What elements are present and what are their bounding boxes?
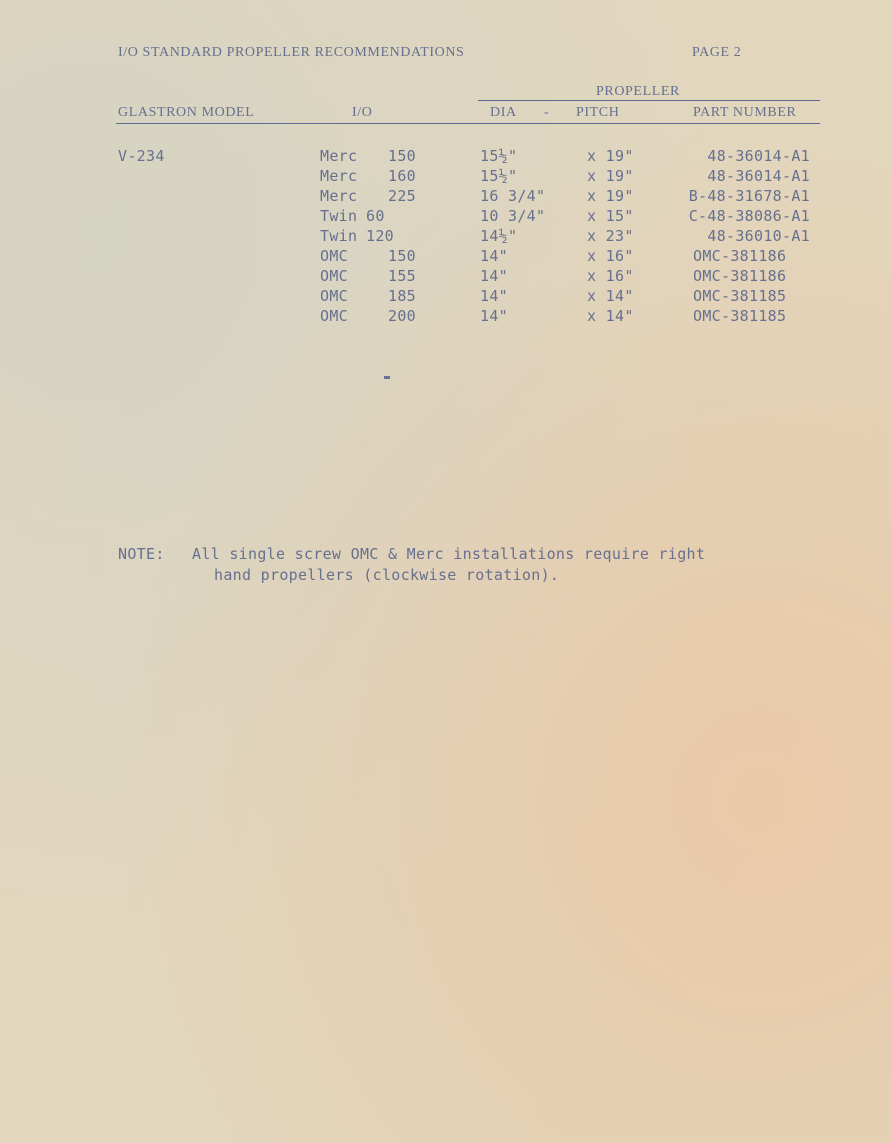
column-header-part: PART NUMBER — [693, 105, 797, 120]
pitch-value: x 14" — [587, 287, 634, 305]
io-hp: 155 — [388, 267, 416, 285]
note-line-1: All single screw OMC & Merc installations require right — [192, 545, 706, 563]
part-number: 48-36010-A1 — [707, 227, 810, 245]
column-header-model: GLASTRON MODEL — [118, 105, 255, 120]
io-brand: OMC — [320, 247, 348, 265]
dia-value: 14" — [480, 307, 508, 325]
io-hp: 60 — [366, 207, 385, 225]
pitch-value: x 19" — [587, 167, 634, 185]
io-hp: 150 — [388, 247, 416, 265]
dia-value: 14" — [480, 267, 508, 285]
pitch-value: x 14" — [587, 307, 634, 325]
dia-value: 14" — [480, 247, 508, 265]
pitch-value: x 23" — [587, 227, 634, 245]
part-number: B-48-31678-A1 — [688, 187, 810, 205]
io-brand: Twin — [320, 227, 358, 245]
propeller-group-rule — [478, 100, 820, 101]
dia-value: 10 3/4" — [480, 207, 546, 225]
io-hp: 160 — [388, 167, 416, 185]
glastron-model-value: V-234 — [118, 147, 165, 165]
io-hp: 200 — [388, 307, 416, 325]
header-rule — [116, 123, 820, 124]
io-hp: 120 — [366, 227, 394, 245]
ink-speck — [384, 376, 390, 379]
part-number: OMC-381185 — [693, 287, 787, 305]
propeller-group-header: PROPELLER — [596, 84, 680, 99]
pitch-value: x 15" — [587, 207, 634, 225]
document-title: I/O STANDARD PROPELLER RECOMMENDATIONS — [118, 45, 465, 60]
io-brand: Merc — [320, 187, 358, 205]
io-brand: OMC — [320, 307, 348, 325]
io-hp: 150 — [388, 147, 416, 165]
io-hp: 185 — [388, 287, 416, 305]
dia-value: 15½" — [480, 147, 518, 165]
pitch-value: x 16" — [587, 267, 634, 285]
note-line-2: hand propellers (clockwise rotation). — [214, 566, 560, 584]
dia-value: 16 3/4" — [480, 187, 546, 205]
page-number: PAGE 2 — [692, 45, 742, 60]
part-number: OMC-381185 — [693, 307, 787, 325]
column-header-pitch: PITCH — [576, 105, 620, 120]
io-brand: OMC — [320, 287, 348, 305]
column-header-dash: - — [544, 105, 550, 120]
part-number: 48-36014-A1 — [707, 167, 810, 185]
dia-value: 14" — [480, 287, 508, 305]
part-number: 48-36014-A1 — [707, 147, 810, 165]
part-number: OMC-381186 — [693, 267, 787, 285]
io-brand: Twin — [320, 207, 358, 225]
note-label: NOTE: — [118, 545, 165, 563]
dia-value: 14½" — [480, 227, 518, 245]
io-brand: Merc — [320, 147, 358, 165]
io-brand: Merc — [320, 167, 358, 185]
io-brand: OMC — [320, 267, 348, 285]
pitch-value: x 16" — [587, 247, 634, 265]
column-header-io: I/O — [352, 105, 373, 120]
part-number: OMC-381186 — [693, 247, 787, 265]
pitch-value: x 19" — [587, 187, 634, 205]
pitch-value: x 19" — [587, 147, 634, 165]
io-hp: 225 — [388, 187, 416, 205]
dia-value: 15½" — [480, 167, 518, 185]
part-number: C-48-38086-A1 — [688, 207, 810, 225]
column-header-dia: DIA — [490, 105, 517, 120]
